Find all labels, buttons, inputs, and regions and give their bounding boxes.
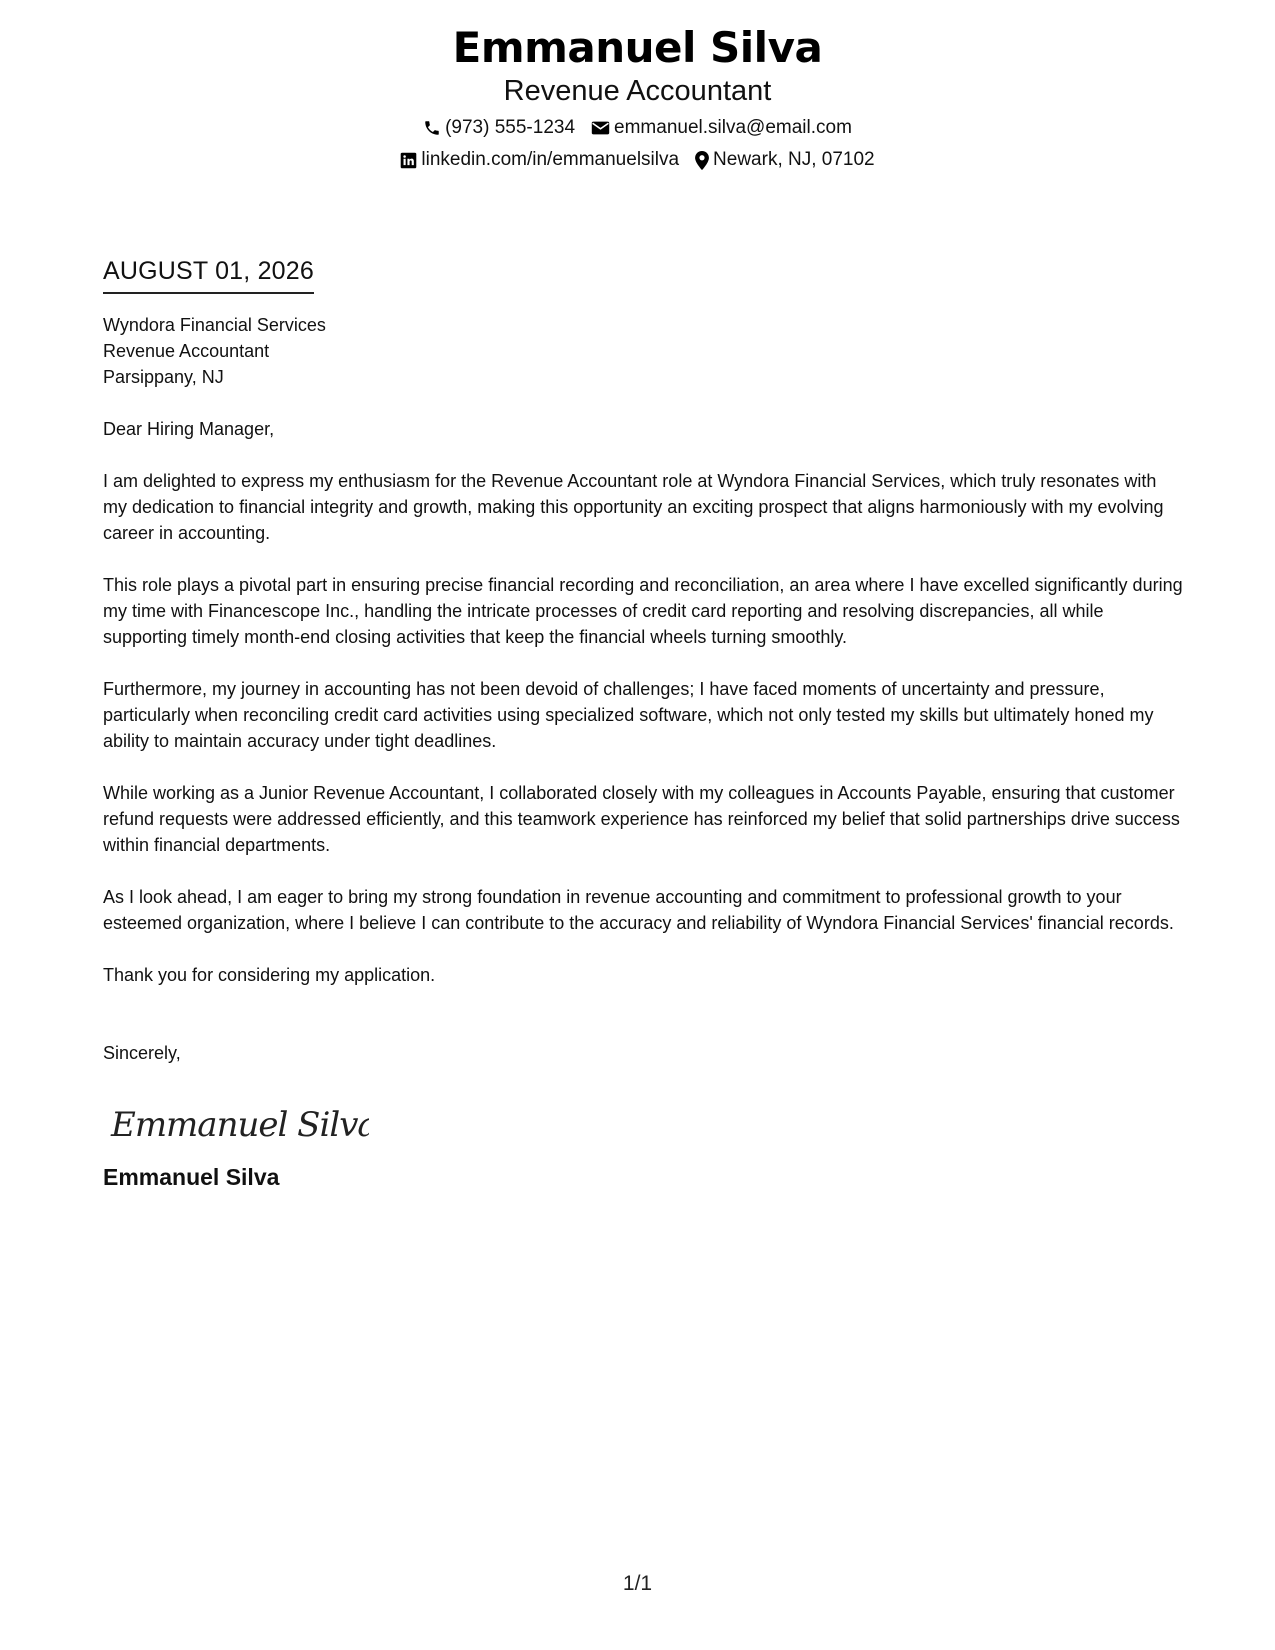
salutation: Dear Hiring Manager, — [103, 419, 275, 439]
applicant-title: Revenue Accountant — [503, 75, 772, 107]
phone-number: (973) 555-1234 — [445, 117, 576, 138]
contact-row-primary — [0, 116, 1275, 140]
envelope-icon — [591, 120, 610, 136]
phone-icon — [423, 119, 441, 137]
body-paragraph: While working as a Junior Revenue Accountant, I collaborated closely with my colleagues in Accounts Payable, ensuring that customer refund requests were addressed efficiently, and this teamwork experience has reinforced my belief that solid partnerships drive success within financial departments. — [103, 783, 1180, 855]
letter-body — [103, 256, 1183, 1192]
contact-row-secondary — [0, 148, 1275, 172]
body-paragraph: I am delighted to express my enthusiasm for the Revenue Accountant role at Wyndora Financial Services, which truly resonates with my dedication to financial integrity and growth, making this opportunity an exciting prospect that aligns harmoniously with my evolving career in accounting. — [103, 471, 1164, 543]
letter-date: AUGUST 01, 2026 — [103, 256, 314, 294]
signature-image — [109, 1094, 1183, 1154]
body-paragraph: As I look ahead, I am eager to bring my strong foundation in revenue accounting and commitment to professional growth to your esteemed organization, where I believe I can contribute to the accuracy and reliability of Wyndora Financial Services' financial records. — [103, 887, 1174, 933]
contact-email — [591, 116, 852, 140]
applicant-name: Emmanuel Silva — [452, 23, 823, 72]
body-paragraph: This role plays a pivotal part in ensuring precise financial recording and reconciliation, an area where I have excelled significantly during my time with Financescope Inc., handling the intricate processes of credit card reporting and resolving discrepancies, all while supporting timely month-end closing activities that keep the financial wheels turning smoothly. — [103, 575, 1183, 647]
body-paragraph: Furthermore, my journey in accounting has not been devoid of challenges; I have faced moments of uncertainty and pressure, particularly when reconciling credit card activities using specialized software, which not only tested my skills but ultimately honed my ability to maintain accuracy under tight deadlines. — [103, 679, 1154, 751]
page-number: 1/1 — [622, 1572, 653, 1595]
contact-location — [695, 148, 875, 172]
letter-header — [0, 22, 1275, 172]
map-pin-icon — [695, 151, 709, 170]
email-address: emmanuel.silva@email.com — [614, 117, 852, 138]
signer-name: Emmanuel Silva — [103, 1164, 280, 1190]
signature-text: Emmanuel Silva — [111, 1105, 369, 1145]
linkedin-icon — [400, 152, 417, 169]
body-paragraph: Thank you for considering my application. — [103, 965, 436, 985]
recipient-location: Parsippany, NJ — [103, 367, 224, 387]
contact-phone — [423, 116, 575, 140]
location-text: Newark, NJ, 07102 — [713, 149, 875, 170]
contact-linkedin — [400, 148, 679, 172]
recipient-block — [103, 312, 1183, 390]
closing: Sincerely, — [103, 1043, 181, 1063]
recipient-company: Wyndora Financial Services — [103, 315, 326, 335]
recipient-position: Revenue Accountant — [103, 341, 270, 361]
linkedin-url: linkedin.com/in/emmanuelsilva — [421, 149, 680, 170]
